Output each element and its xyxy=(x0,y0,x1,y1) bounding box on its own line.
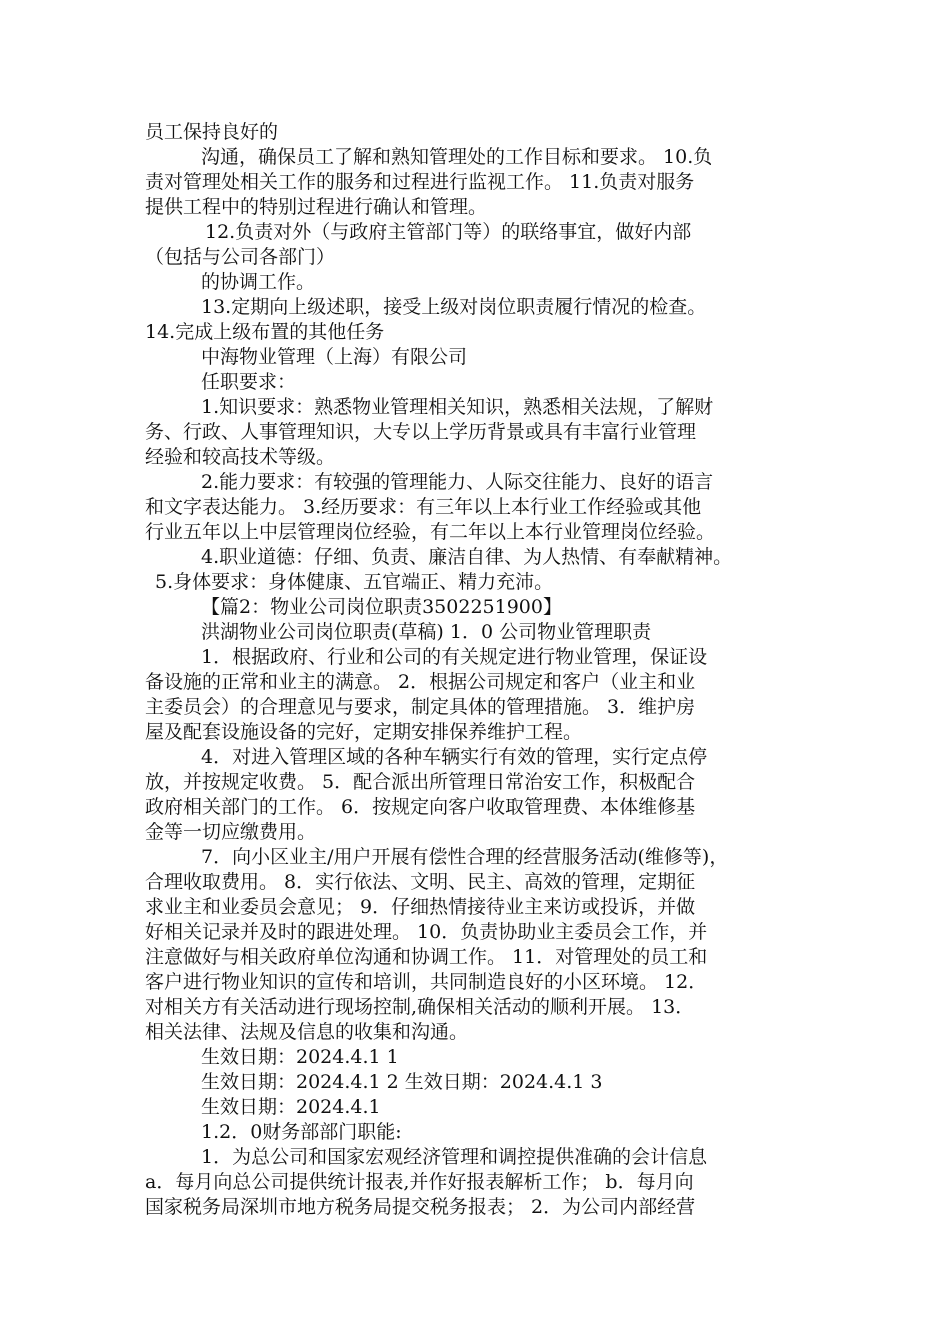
document-body xyxy=(145,120,820,1220)
text-line: 政府相关部门的工作。 6．按规定向客户收取管理费、本体维修基 xyxy=(145,796,696,818)
text-line: 的协调工作。 xyxy=(201,271,316,293)
text-line: 行业五年以上中层管理岗位经验，有二年以上本行业管理岗位经验。 xyxy=(145,521,716,543)
text-line: 洪湖物业公司岗位职责(草稿) 1．0 公司物业管理职责 xyxy=(201,621,652,643)
text-line: 责对管理处相关工作的服务和过程进行监视工作。 11.负责对服务 xyxy=(145,171,695,193)
text-line: 相关法律、法规及信息的收集和沟通。 xyxy=(145,1021,469,1043)
text-line: 4．对进入管理区域的各种车辆实行有效的管理，实行定点停 xyxy=(201,746,708,768)
text-line: 对相关方有关活动进行现场控制,确保相关活动的顺利开展。 13． xyxy=(145,996,695,1018)
text-line: 提供工程中的特别过程进行确认和管理。 xyxy=(145,196,488,218)
text-line: 合理收取费用。 8．实行依法、文明、民主、高效的管理，定期征 xyxy=(145,871,696,893)
text-line: 12.负责对外（与政府主管部门等）的联络事宜，做好内部 xyxy=(205,221,692,243)
text-line: 注意做好与相关政府单位沟通和协调工作。 11．对管理处的员工和 xyxy=(145,946,708,968)
text-line: 客户进行物业知识的宣传和培训，共同制造良好的小区环境。 12． xyxy=(145,971,708,993)
text-line: 14.完成上级布置的其他任务 xyxy=(145,321,385,343)
text-line: 任职要求： xyxy=(201,371,297,393)
text-line: 7．向小区业主/用户开展有偿性合理的经营服务活动(维修等)， xyxy=(201,846,729,868)
text-line: 中海物业管理（上海）有限公司 xyxy=(201,346,468,368)
text-line: 务、行政、人事管理知识，大专以上学历背景或具有丰富行业管理 xyxy=(145,421,697,443)
text-line: 1.知识要求：熟悉物业管理相关知识，熟悉相关法规，了解财 xyxy=(201,396,714,418)
text-line: 1.2．0财务部部门职能: xyxy=(201,1121,402,1143)
text-line: 5.身体要求：身体健康、五官端正、精力充沛。 xyxy=(155,571,554,593)
text-line: 屋及配套设施设备的完好，定期安排保养维护工程。 xyxy=(145,721,583,743)
text-line: 和文字表达能力。 3.经历要求：有三年以上本行业工作经验或其他 xyxy=(145,496,702,518)
text-line: 经验和较高技术等级。 xyxy=(145,446,336,468)
text-line: a．每月向总公司提供统计报表,并作好报表解析工作； b．每月向 xyxy=(145,1171,694,1193)
text-line: 好相关记录并及时的跟进处理。 10．负责协助业主委员会工作，并 xyxy=(145,921,708,943)
text-line: 金等一切应缴费用。 xyxy=(145,821,317,843)
text-line: 求业主和业委员会意见； 9．仔细热情接待业主来访或投诉，并做 xyxy=(145,896,696,918)
text-line: 1．根据政府、行业和公司的有关规定进行物业管理，保证设 xyxy=(201,646,708,668)
effective-date: 生效日期：2024.4.1 1 xyxy=(201,1046,399,1068)
text-line: 主委员会）的合理意见与要求，制定具体的管理措施。 3．维护房 xyxy=(145,696,696,718)
text-line: 沟通，确保员工了解和熟知管理处的工作目标和要求。 10.负 xyxy=(201,146,713,168)
text-line: 2.能力要求：有较强的管理能力、人际交往能力、良好的语言 xyxy=(201,471,714,493)
effective-date: 生效日期：2024.4.1 xyxy=(201,1096,381,1118)
text-line: 员工保持良好的 xyxy=(145,121,279,143)
section-heading: 【篇2：物业公司岗位职责3502251900】 xyxy=(201,596,562,618)
text-line: 放，并按规定收费。 5．配合派出所管理日常治安工作，积极配合 xyxy=(145,771,696,793)
text-line: （包括与公司各部门） xyxy=(145,246,336,268)
text-line: 4.职业道德：仔细、负责、廉洁自律、为人热情、有奉献精神。 xyxy=(201,546,733,568)
text-line: 1．为总公司和国家宏观经济管理和调控提供准确的会计信息 xyxy=(201,1146,708,1168)
effective-date: 生效日期：2024.4.1 2 生效日期：2024.4.1 3 xyxy=(201,1071,603,1093)
text-line: 国家税务局深圳市地方税务局提交税务报表； 2．为公司内部经营 xyxy=(145,1196,696,1218)
text-line: 13.定期向上级述职，接受上级对岗位职责履行情况的检查。 xyxy=(201,296,707,318)
text-line: 备设施的正常和业主的满意。 2．根据公司规定和客户（业主和业 xyxy=(145,671,696,693)
